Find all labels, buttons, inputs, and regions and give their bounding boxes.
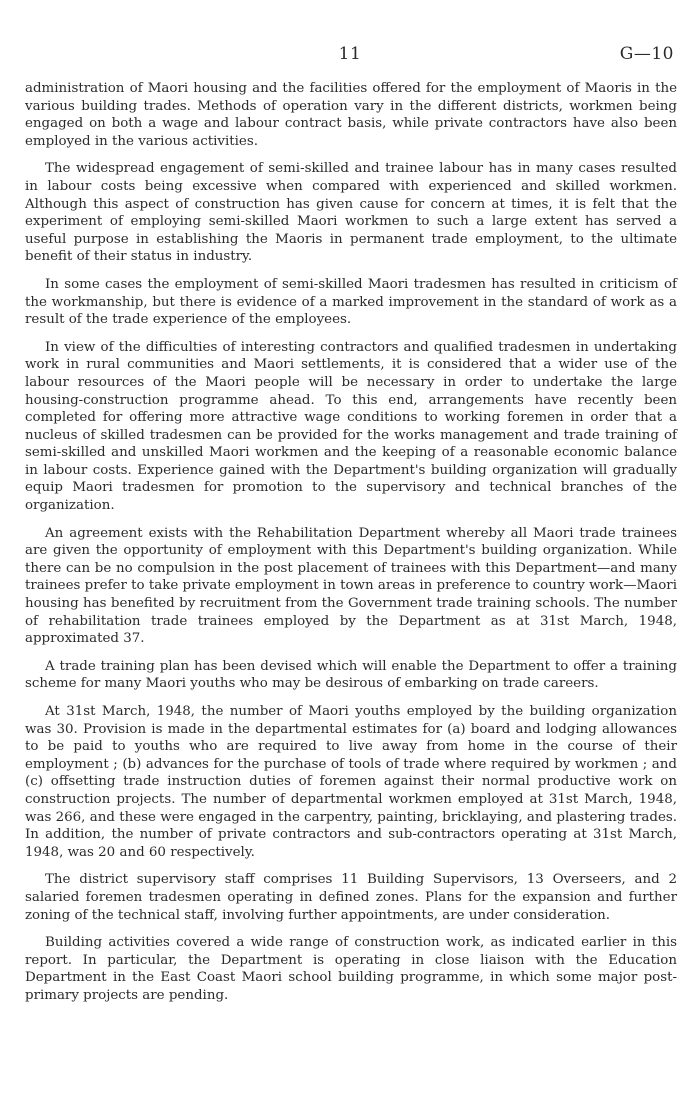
body-text — [25, 80, 677, 1015]
document-reference: G—10 — [619, 44, 674, 64]
paragraph-semi-skilled-labour: The widespread engagement of semi-skilled and trainee labour has in many cases resulted in labour costs being excessive when compared with experienced and skilled workmen. Although this aspect of construction has given cause for concern at times, it is felt that the experiment of employing semi-skilled Maori workmen to such a large extent has served a useful purpose in establishing the Maoris in permanent trade employment, to the ultimate benefit of their status in industry. — [25, 161, 677, 265]
paragraph-labour-resources: In view of the difficulties of interesting contractors and qualified tradesmen in undertaking work in rural communities and Maori settlements, it is considered that a wider use of the labour resources of the Maori people will be necessary in order to undertake the large housing-construction programme ahead. To this end, arrangements have recently been completed for offering more attractive wage conditions to working foremen in order that a nucleus of skilled tradesmen can be provided for the works management and trade training of semi-skilled and unskilled Maori workmen and the keeping of a reasonable economic balance in labour costs. Experience gained with the Department's building organization will gradually equip Maori tradesmen for promotion to the supervisory and technical branches of the organization. — [25, 339, 677, 514]
paragraph-rehabilitation-agreement: An agreement exists with the Rehabilitation Department whereby all Maori trade trainees are given the opportunity of employment with this Department's building organization. While there can be no compulsion in the post placement of trainees with this Department—and many trainees prefer to take private employment in town areas in preference to country work—Maori housing has benefited by recruitment from the Government trade training schools. The number of rehabilitation trade trainees employed by the Department as at 31st March, 1948, approximated 37. — [25, 525, 677, 647]
paragraph-workmanship-criticism: In some cases the employment of semi-skilled Maori tradesmen has resulted in criticism of the workmanship, but there is evidence of a marked improvement in the standard of work as a result of the trade experience of the employees. — [25, 276, 677, 328]
page-number: 11 — [338, 44, 362, 64]
paragraph-building-activities: Building activities covered a wide range of construction work, as indicated earlier in this report. In particular, the Department is operating in close liaison with the Education Department in the East Coast Maori school building programme, in which some major post-primary projects are pending. — [25, 935, 677, 1003]
paragraph-housing-administration: administration of Maori housing and the facilities offered for the employment of Maoris in the various building trades. Methods of operation vary in the different districts, workmen being engaged on both a wage and labour contract basis, while private contractors have also been employed in the various activities. — [25, 81, 677, 149]
paragraph-youth-employment: At 31st March, 1948, the number of Maori youths employed by the building organization was 30. Provision is made in the departmental estimates for (a) board and lodging allowances to be paid to youths who are required to live away from home in the course of their employment ; (b) advances for the purchase of tools of trade where required by workmen ; and (c) offsetting trade instruction duties of foremen against their normal productive work on construction projects. The number of departmental workmen employed at 31st March, 1948, was 266, and these were engaged in the carpentry, painting, bricklaying, and plastering trades. In addition, the number of private contractors and sub-contractors operating at 31st March, 1948, was 20 and 60 respectively. — [25, 704, 677, 860]
paragraph-supervisory-staff: The district supervisory staff comprises 11 Building Supervisors, 13 Overseers, and 2 salaried foremen tradesmen operating in defined zones. Plans for the expansion and further zoning of the technical staff, involving further appointments, are under consideration. — [25, 872, 677, 923]
paragraph-trade-training-plan: A trade training plan has been devised which will enable the Department to offer a training scheme for many Maori youths who may be desirous of embarking on trade careers. — [25, 658, 677, 692]
